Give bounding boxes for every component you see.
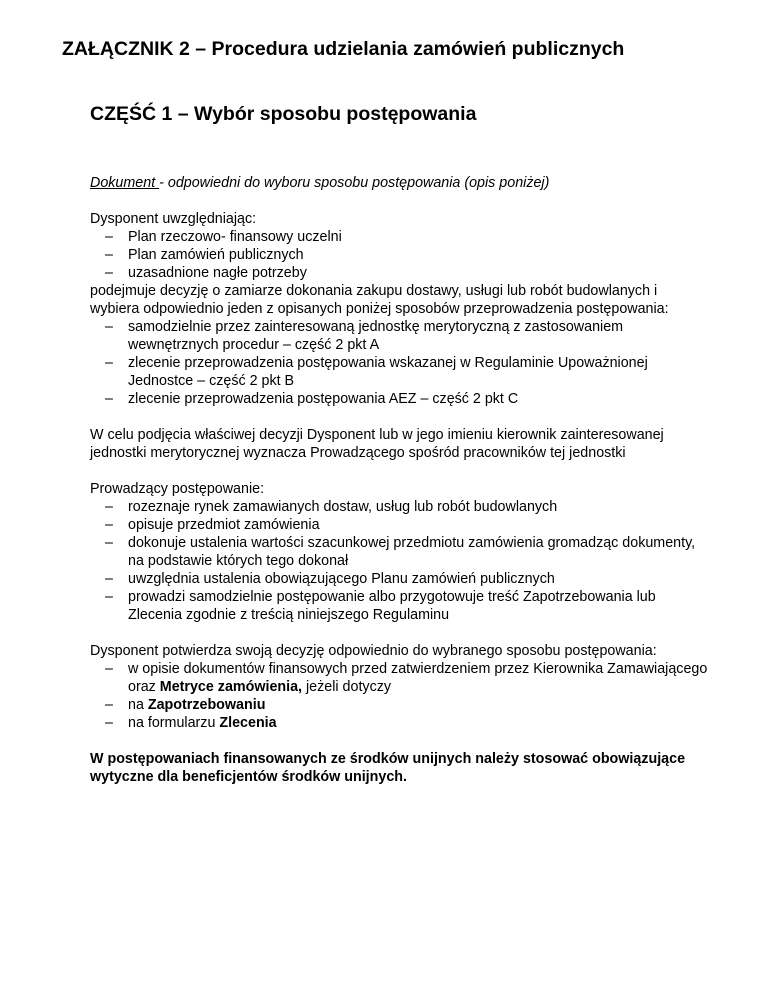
confirmation-item-text: na formularzu (128, 715, 220, 731)
document-title: ZAŁĄCZNIK 2 – Procedura udzielania zamówień publicznych (62, 38, 625, 60)
confirmation-item-bold: Zlecenia (219, 715, 277, 731)
document-term: Dokument (90, 175, 160, 191)
list-item: – zlecenie przeprowadzenia postępowania AEZ – część 2 pkt C (128, 390, 710, 408)
dysponent-intro: Dysponent uwzględniając: (90, 211, 257, 227)
list-item (128, 660, 710, 696)
confirmation-list (90, 660, 710, 732)
closing-note: W postępowaniach finansowanych ze środków unijnych należy stosować obowiązujące wytyczne dla beneficjentów środków unijnych. (90, 751, 686, 785)
document-body (90, 174, 710, 786)
duties-list (90, 498, 710, 624)
section-title: CZĘŚĆ 1 – Wybór sposobu postępowania (90, 103, 477, 125)
confirmation-item-text: na (128, 697, 148, 713)
considerations-list (90, 228, 710, 282)
list-item: – uzasadnione nagłe potrzeby (128, 264, 710, 282)
appointment-paragraph: W celu podjęcia właściwej decyzji Dysponent lub w jego imieniu kierownik zainteresowanej jednostki merytorycznej wyznacza Prowadzącego spośród pracowników tej jednostki (90, 427, 664, 461)
list-item: – rozeznaje rynek zamawianych dostaw, usług lub robót budowlanych (128, 498, 710, 516)
list-item (128, 696, 710, 714)
confirmation-item-text: w opisie dokumentów finansowych przed zatwierdzeniem przez Kierownika Zamawiającego oraz (128, 661, 708, 695)
document-definition (90, 174, 710, 192)
confirmation-item-tail: jeżeli dotyczy (302, 679, 392, 695)
list-item: – Plan zamówień publicznych (128, 246, 710, 264)
list-item: – uwzględnia ustalenia obowiązującego Planu zamówień publicznych (128, 570, 710, 588)
list-item: – opisuje przedmiot zamówienia (128, 516, 710, 534)
decision-text: podejmuje decyzję o zamiarze dokonania zakupu dostawy, usługi lub robót budowlanych i wybiera odpowiednio jeden z opisanych poniżej sposobów przeprowadzenia postępowania: (90, 283, 669, 317)
list-item: – prowadzi samodzielnie postępowanie albo przygotowuje treść Zapotrzebowania lub Zlecenia zgodnie z treścią niniejszego Regulaminu (128, 588, 710, 624)
confirmation-item-bold: Zapotrzebowaniu (147, 697, 266, 713)
list-item: – dokonuje ustalenia wartości szacunkowej przedmiotu zamówienia gromadząc dokumenty, na podstawie których tego dokonał (128, 534, 710, 570)
prowadzacy-intro: Prowadzący postępowanie: (90, 481, 265, 497)
confirmation-intro: Dysponent potwierdza swoją decyzję odpowiednio do wybranego sposobu postępowania: (90, 643, 657, 659)
methods-list (90, 318, 710, 408)
list-item: – samodzielnie przez zainteresowaną jednostkę merytoryczną z zastosowaniem wewnętrznych procedur – część 2 pkt A (128, 318, 710, 354)
list-item (128, 714, 710, 732)
list-item: – Plan rzeczowo- finansowy uczelni (128, 228, 710, 246)
confirmation-item-bold: Metryce zamówienia, (159, 679, 303, 695)
document-description: - odpowiedni do wyboru sposobu postępowania (opis poniżej) (159, 175, 550, 191)
list-item: – zlecenie przeprowadzenia postępowania wskazanej w Regulaminie Upoważnionej Jednostce – część 2 pkt B (128, 354, 710, 390)
